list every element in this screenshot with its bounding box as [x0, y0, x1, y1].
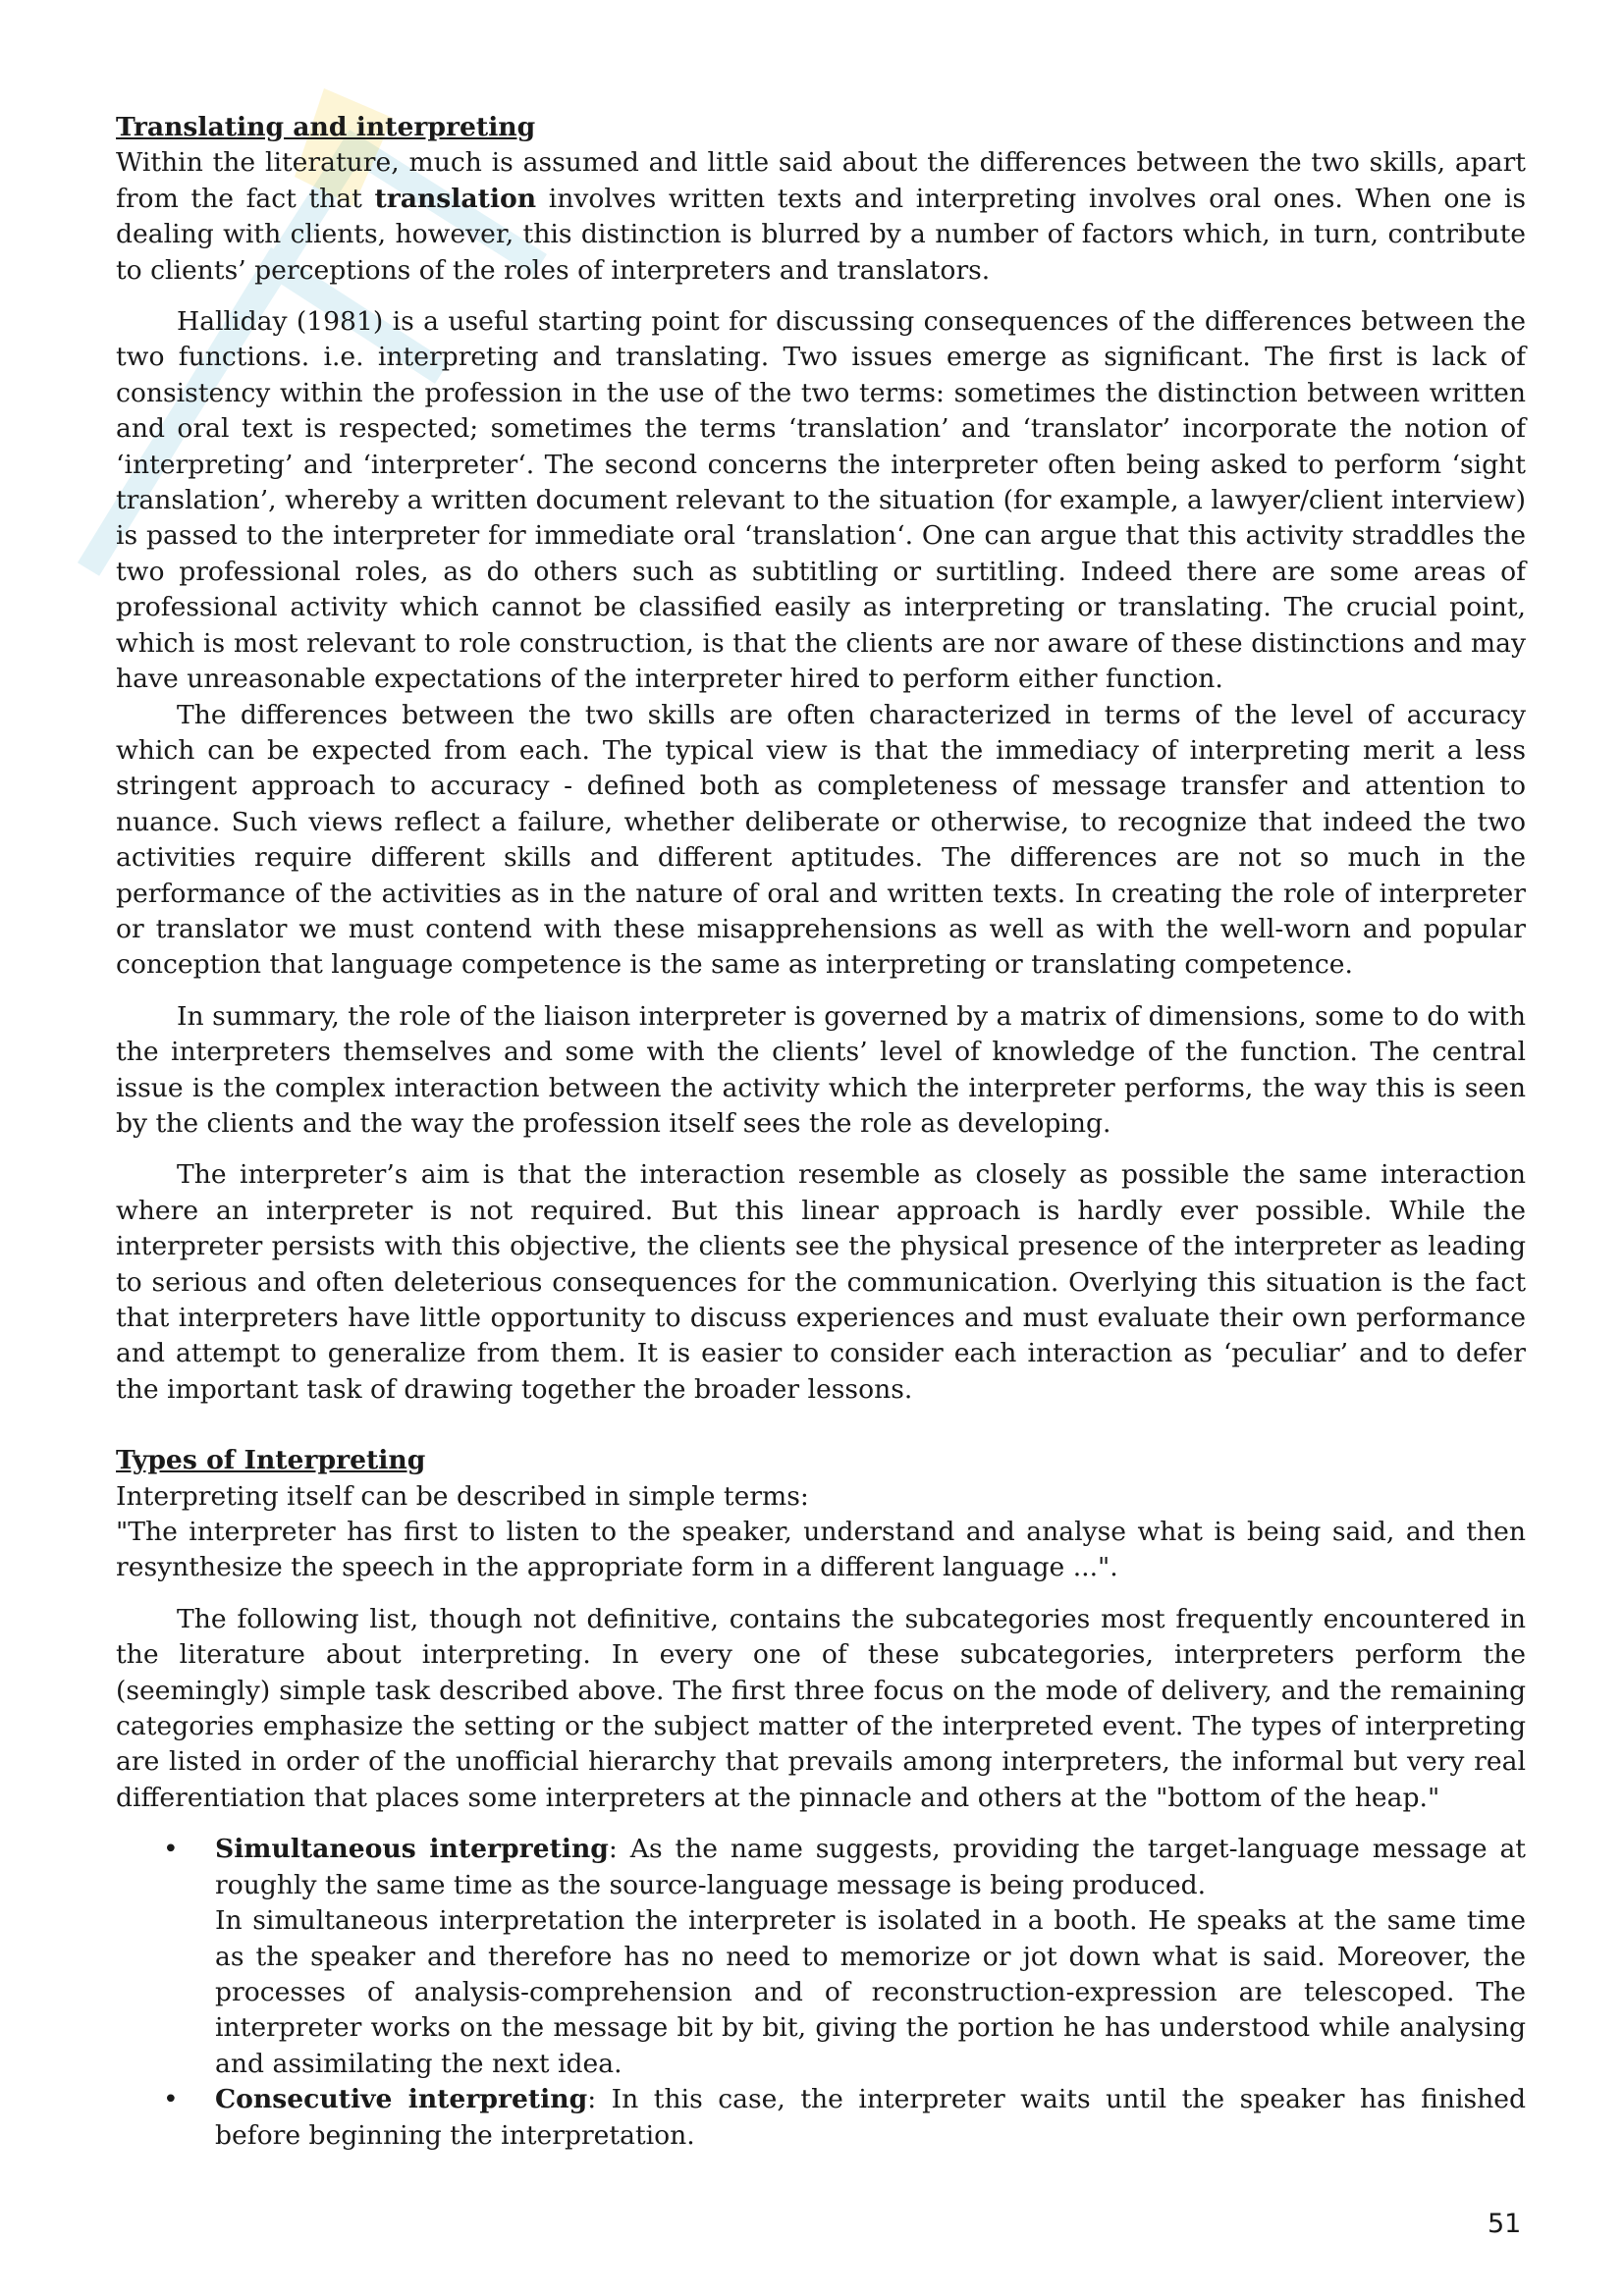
section-heading-translating: Translating and interpreting	[116, 112, 536, 142]
paragraph-summary: In summary, the role of the liaison interpreter is governed by a matrix of dimensions, some to do with the interpreters themselves and some with the clients’ level of knowledge of the function. The central issue is the complex interaction between the activity which the interpreter performs, the way this is seen by the clients and the way the profession itself sees the role as developing.	[116, 1000, 1526, 1139]
paragraph-interpreter-aim: The interpreter’s aim is that the interaction resemble as closely as possible the same interaction where an interpreter is not required. But this linear approach is hardly ever possible. While the interpreter persists with this objective, the clients see the physical presence of the interpreter as leading to serious and often deleterious consequences for the communication. Overlying this situation is the fact that interpreters have little opportunity to discuss experiences and must evaluate their own performance and attempt to generalize from them. It is easier to consider each interaction as ‘peculiar’ and to defer the important task of drawing together the broader lessons.	[116, 1159, 1526, 1405]
paragraph-types-intro: Interpreting itself can be described in simple terms:	[116, 1480, 809, 1512]
list-item-consecutive: • Consecutive interpreting: In this case, the interpreter waits until the speaker has finished before beginning the interpretation.	[163, 2084, 1527, 2151]
bold-term-consecutive: Consecutive interpreting	[215, 2084, 588, 2115]
bold-term-simultaneous: Simultaneous interpreting	[215, 1834, 609, 1865]
list-item-simultaneous: • Simultaneous interpreting: As the name suggests, providing the target-language message at roughly the same time as the source-language message is being produced. In simultaneous interpretation the interpreter is isolated in a booth. He speaks at the same time as the speaker and therefore has no need to memorize or jot down what is said. Moreover, the processes of analysis-comprehension and of reconstruction-expression are telescoped. The interpreter works on the message bit by bit, giving the portion he has understood while analysing and assimilating the next idea.	[116, 1832, 1526, 2082]
bullet-icon: •	[163, 1834, 179, 1865]
section-heading-types: Types of Interpreting	[116, 1445, 426, 1476]
bold-term-translation: translation	[374, 183, 537, 214]
document-page	[116, 110, 1526, 2154]
paragraph-accuracy: The differences between the two skills are often characterized in terms of the level of accuracy which can be expected from each. The typical view is that the immediacy of interpreting merit a less stringent approach to accuracy - defined both as completeness of message transfer and attention to nuance. Such views reflect a failure, whether deliberate or otherwise, to recognize that indeed the two activities require different skills and different aptitudes. The differences are not so much in the performance of the activities as in the nature of oral and written texts. In creating the role of interpreter or translator we must contend with these misapprehensions as well as with the well-worn and popular conception that language competence is the same as interpreting or translating competence.	[116, 699, 1526, 981]
paragraph-intro: Within the literature, much is assumed and little said about the differences between the two skills, apart from the fact that translation involves written texts and interpreting involves oral ones. When one is dealing with clients, however, this distinction is blurred by a number of factors which, in turn, contribute to clients’ perceptions of the roles of interpreters and translators.	[116, 147, 1526, 286]
paragraph-subcategories: The following list, though not definitive, contains the subcategories most frequently encountered in the literature about interpreting. In every one of these subcategories, interpreters perform the (seemingly) simple task described above. The first three focus on the mode of delivery, and the remaining categories emphasize the setting or the subject matter of the interpreted event. The types of interpreting are listed in order of the unofficial hierarchy that prevails among interpreters, the informal but very real differentiation that places some interpreters at the pinnacle and others at the "bottom of the heap."	[116, 1603, 1526, 1813]
page-number: 51	[1488, 2209, 1522, 2239]
paragraph-quote: "The interpreter has first to listen to the speaker, understand and analyse what is being said, and then resynthesize the speech in the appropriate form in a different language ...".	[116, 1517, 1526, 1583]
paragraph-halliday: Halliday (1981) is a useful starting point for discussing consequences of the differences between the two functions. i.e. interpreting and translating. Two issues emerge as significant. The first is lack of consistency within the profession in the use of the two terms: sometimes the distinction between written and oral text is respected; sometimes the terms ‘translation’ and ‘translator’ incorporate the notion of ‘interpreting’ and ‘interpreter‘. The second concerns the interpreter often being asked to perform ‘sight translation’, whereby a written document relevant to the situation (for example, a lawyer/client interview) is passed to the interpreter for immediate oral ‘translation‘. One can argue that this activity straddles the two professional roles, as do others such as subtitling or surtitling. Indeed there are some areas of professional activity which cannot be classified easily as interpreting or translating. The crucial point, which is most relevant to role construction, is that the clients are nor aware of these distinctions and may have unreasonable expectations of the interpreter hired to perform either function.	[116, 306, 1526, 695]
list-item-simultaneous-detail: In simultaneous interpretation the interpreter is isolated in a booth. He speaks at the same time as the speaker and therefore has no need to memorize or jot down what is said. Moreover, the processes of analysis-comprehension and of reconstruction-expression are telescoped. The interpreter works on the message bit by bit, giving the portion he has understood while analysing and assimilating the next idea.	[215, 1905, 1526, 2079]
interpreting-types-list	[116, 1832, 1526, 2154]
bullet-icon: •	[163, 2084, 179, 2115]
